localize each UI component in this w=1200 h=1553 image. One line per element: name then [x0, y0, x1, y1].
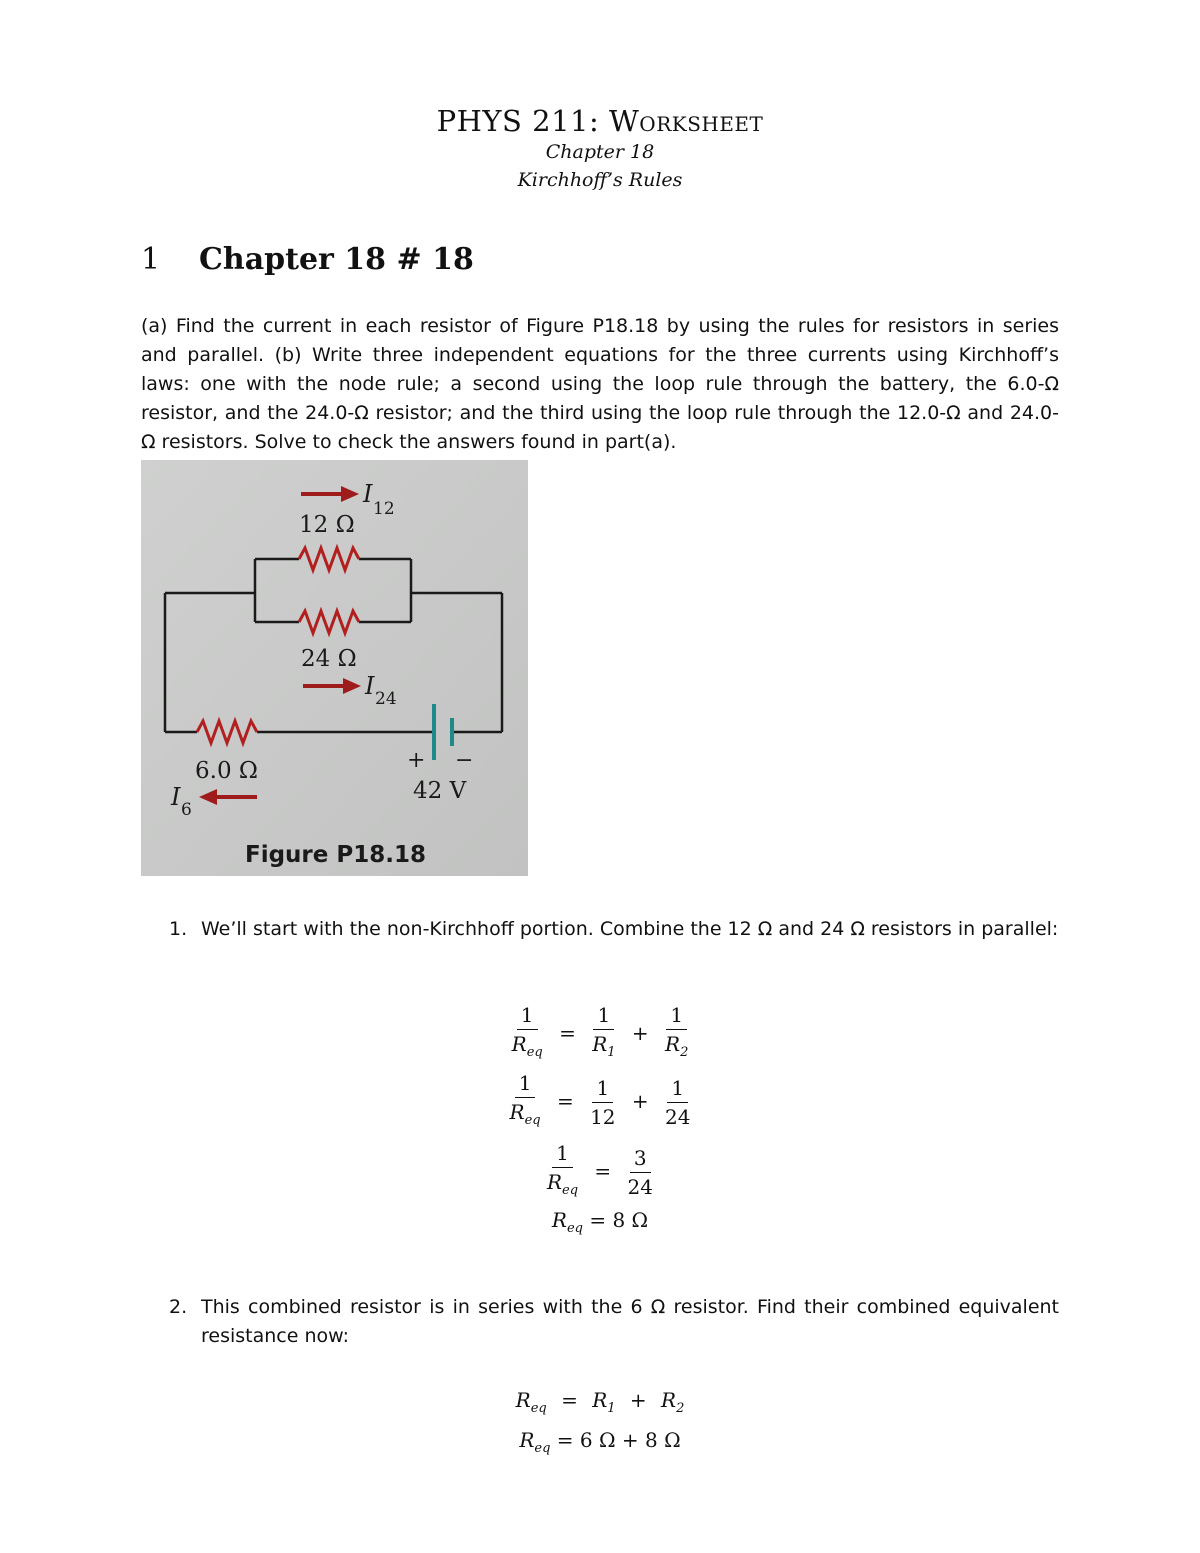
label-r12: 12 Ω [299, 512, 355, 538]
step-1-text: We’ll start with the non-Kirchhoff portion. Combine the 12 Ω and 24 Ω resistors in parallel: [201, 918, 1059, 940]
symbol-r: R [515, 1388, 531, 1412]
subscript-eq: eq [524, 1113, 541, 1128]
step-1 [141, 915, 1059, 944]
symbol-r: R [661, 1388, 677, 1412]
title-smallcaps: Worksheet [608, 104, 764, 138]
step-1-marker: 1. [169, 918, 188, 940]
subscript-1: 1 [607, 1045, 616, 1060]
numerator: 1 [515, 1071, 536, 1098]
label-r24: 24 Ω [301, 646, 357, 672]
subscript-eq: eq [562, 1183, 579, 1198]
symbol-r: R [592, 1032, 608, 1056]
subtitle-chapter: Chapter 18 [545, 141, 655, 163]
title-main: PHYS 211: [436, 104, 600, 138]
numerator-3: 3 [630, 1146, 651, 1173]
series-values: = 6 Ω + 8 Ω [556, 1428, 681, 1452]
denominator-24: 24 [627, 1174, 653, 1199]
page-title [0, 104, 1200, 138]
symbol-r: R [665, 1032, 681, 1056]
subscript-2: 2 [680, 1045, 689, 1060]
label-i24: I [365, 672, 375, 700]
figure-caption: Figure P18.18 [245, 842, 426, 868]
numerator: 1 [667, 1076, 688, 1103]
equation-row-2: $\frac{1}{R_{eq}}$ = $\frac{1}{12}$ + $\frac{1}{24}$ [509, 1071, 691, 1129]
step-2-marker: 2. [169, 1296, 188, 1318]
equation-row-1: $\frac{1}{R_{eq}}$ = $\frac{1}{R_1}$ + $\frac{1}{R_2}$ [511, 1003, 689, 1060]
denominator-24: 24 [665, 1104, 691, 1129]
result-parallel: = 8 Ω [589, 1208, 649, 1232]
subscript-2: 2 [676, 1401, 685, 1416]
circuit-figure [141, 460, 528, 876]
equation-row-3: $\frac{1}{R_{eq}}$ = $\frac{3}{24}$ [546, 1141, 653, 1199]
step-2 [141, 1293, 1059, 1351]
subscript-eq: eq [530, 1401, 547, 1416]
symbol-r: R [592, 1388, 608, 1412]
label-i6: I [171, 783, 181, 811]
equation-row-4 [0, 1208, 1200, 1236]
section-title: Chapter 18 # 18 [199, 242, 474, 277]
symbol-r: R [511, 1032, 527, 1056]
symbol-r: R [546, 1170, 563, 1194]
subtitle-topic: Kirchhoff’s Rules [517, 169, 683, 191]
problem-statement: (a) Find the current in each resistor of Figure P18.18 by using the rules for resistors in series and parallel. (b) Write three independent equations for the three currents using Kirchhoff’s laws: one with the node rule; a second using the loop rule through the battery, the 6.0-Ω resistor, and the 24.0-Ω resistor; and the third using the loop rule through the 12.0-Ω and 24.0-Ω resistors. Solve to check the answers found in part(a). [141, 315, 1059, 453]
equation-row-6 [0, 1428, 1200, 1456]
step-2-text: This combined resistor is in series with the 6 Ω resistor. Find their combined equivalent resistance now: [201, 1296, 1059, 1347]
numerator: 1 [552, 1141, 573, 1168]
symbol-r: R [509, 1100, 525, 1124]
label-i12-sub: 12 [373, 499, 395, 519]
section-heading [141, 242, 474, 277]
subscript-1: 1 [607, 1401, 616, 1416]
subscript-eq: eq [566, 1221, 583, 1236]
equation-row-5: $R_{eq} = R_1 + R_2$ [515, 1388, 685, 1416]
numerator: 1 [666, 1003, 687, 1030]
symbol-r: R [551, 1208, 567, 1232]
circuit-diagram [141, 460, 528, 876]
label-voltage: 42 V [413, 778, 467, 804]
numerator: 1 [517, 1003, 538, 1030]
label-i12: I [363, 480, 373, 508]
numerator: 1 [592, 1076, 613, 1103]
label-minus: − [455, 748, 474, 773]
denominator-12: 12 [590, 1104, 616, 1129]
label-i24-sub: 24 [375, 689, 397, 709]
subscript-eq: eq [534, 1441, 551, 1456]
numerator: 1 [593, 1003, 614, 1030]
section-number: 1 [141, 242, 161, 277]
subscript-eq: eq [526, 1045, 543, 1060]
label-plus: + [407, 748, 426, 773]
label-r6: 6.0 Ω [195, 758, 258, 784]
label-i6-sub: 6 [181, 800, 192, 820]
symbol-r: R [519, 1428, 535, 1452]
